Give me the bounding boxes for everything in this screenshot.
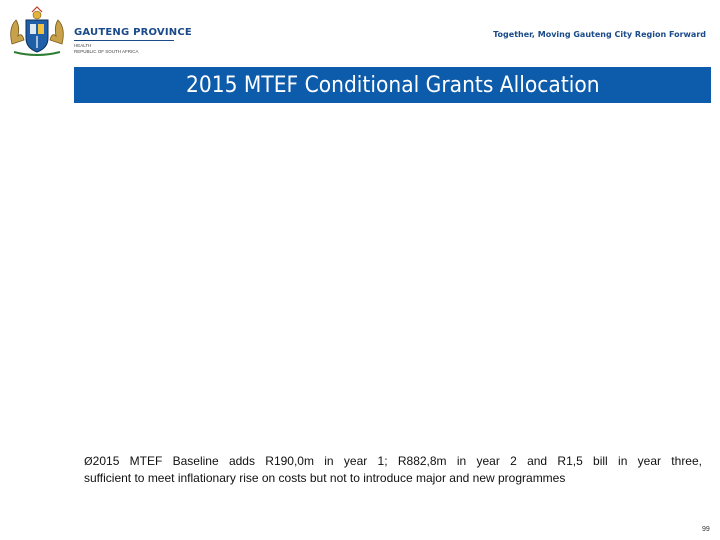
slide-header — [0, 0, 720, 70]
bullet-point — [84, 453, 702, 486]
tagline: Together, Moving Gauteng City Region Forward — [493, 30, 706, 39]
org-country: REPUBLIC OF SOUTH AFRICA — [74, 49, 139, 54]
bullet-text-line1: 2015 MTEF Baseline adds R190,0m in year 1; R882,8m in year 2 and R1,5 bill in year three, — [92, 454, 702, 468]
page-number: 99 — [702, 526, 710, 533]
bullet-first-line — [84, 453, 702, 470]
title-bar — [74, 67, 711, 103]
bullet-text-line2: sufficient to meet inflationary rise on costs but not to introduce major and new programmes — [84, 471, 566, 485]
org-block — [74, 27, 192, 55]
org-department: HEALTH — [74, 43, 92, 48]
org-divider — [74, 40, 174, 41]
coat-of-arms-icon — [6, 6, 68, 58]
slide-title: 2015 MTEF Conditional Grants Allocation — [185, 72, 600, 98]
arrow-bullet-icon: Ø — [84, 455, 93, 468]
org-name: GAUTENG PROVINCE — [74, 27, 192, 38]
